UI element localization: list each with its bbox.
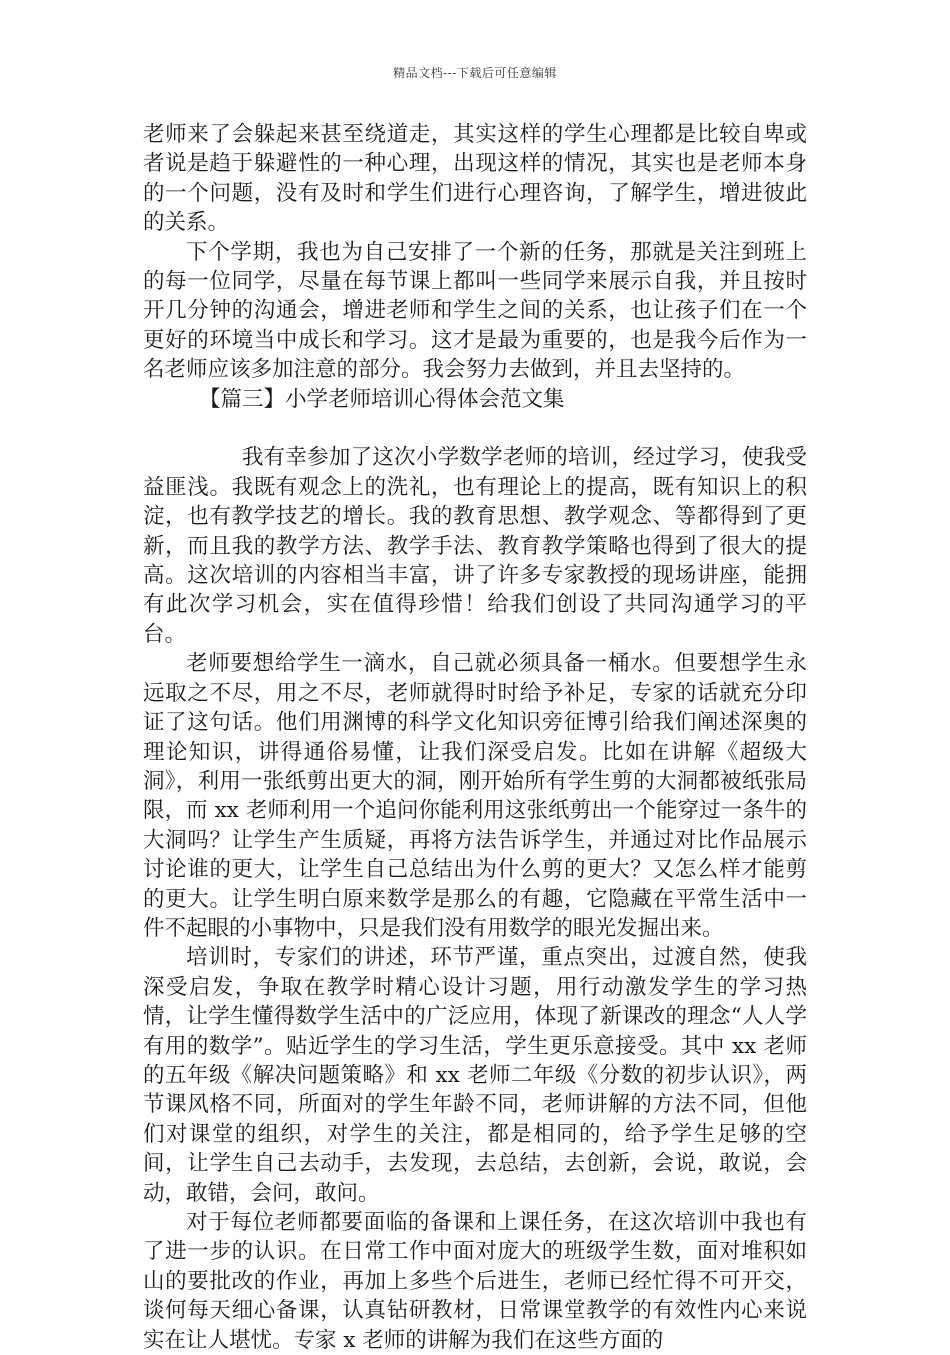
section-title: 【篇三】小学老师培训心得体会范文集 [199,386,565,412]
page-header: 精品文档---下载后可任意编辑 [393,66,557,80]
paragraph-lesson-prep: 对于每位老师都要面临的备课和上课任务，在这次培训中我也有了进一步的认识。在日常工作中面对庞大的班级学生数，面对堆积如山的要批改的作业，再加上多些个后进生，老师已经忙得不可开交，谈何每天细心备课，认真钻研教材，日常课堂教学的有效性内心来说实在让人堪忧。专家 x 老师的讲解为我们在这些方面的 [143,1210,807,1353]
paragraph-next-semester: 下个学期，我也为自己安排了一个新的任务，那就是关注到班上的每一位同学，尽量在每节课上都叫一些同学来展示自我，并且按时开几分钟的沟通会，增进老师和学生之间的关系，也让孩子们在一个更好的环境当中成长和学习。这才是最为重要的，也是我今后作为一名老师应该多加注意的部分。我会努力去做到，并且去坚持的。 [143,239,807,383]
paragraph-continuation: 老师来了会躲起来甚至绕道走，其实这样的学生心理都是比较自卑或者说是趋于躲避性的一种心理，出现这样的情况，其实也是老师本身的一个问题，没有及时和学生们进行心理咨询，了解学生，增进彼此的关系。 [143,122,807,236]
paragraph-training-intro: 我有幸参加了这次小学数学老师的培训，经过学习，使我受益匪浅。我既有观念上的洗礼，也有理论上的提高，既有知识上的积淀，也有教学技艺的增长。我的教育思想、教学观念、等都得到了更新，而且我的教学方法、教学手法、教育教学策略也得到了很大的提高。这次培训的内容相当丰富，讲了许多专家教授的现场讲座，能拥有此次学习机会，实在值得珍惜！给我们创设了共同沟通学习的平台。 [143,445,807,647]
blank-line [143,414,807,443]
paragraph-bucket-of-water: 老师要想给学生一滴水，自己就必须具备一桶水。但要想学生永远取之不尽，用之不尽，老师就得时时给予补足，专家的话就充分印证了这句话。他们用渊博的科学文化知识旁征博引给我们阐述深奥的理论知识，讲得通俗易懂，让我们深受启发。比如在讲解《超级大洞》，利用一张纸剪出更大的洞，刚开始所有学生剪的大洞都被纸张局限，而 xx 老师利用一个追问你能利用这张纸剪出一个能穿过一条牛的大洞吗？让学生产生质疑，再将方法告诉学生，并通过对比作品展示讨论谁的更大，让学生自己总结出为什么剪的更大？又怎么样才能剪的更大。让学生明白原来数学是那么的有趣，它隐藏在平常生活中一件不起眼的小事物中，只是我们没有用数学的眼光发掘出来。 [143,651,807,941]
paragraph-expert-lectures: 培训时，专家们的讲述，环节严谨，重点突出，过渡自然，使我深受启发，争取在教学时精心设计习题，用行动激发学生的学习热情，让学生懂得数学生活中的广泛应用，体现了新课改的理念“人人学有用的数学”。贴近学生的学习生活，学生更乐意接受。其中 xx 老师的五年级《解决问题策略》和 xx 老师二年级《分数的初步认识》，两节课风格不同，所面对的学生年龄不同，老师讲解的方法不同，但他们对课堂的组织，对学生的关注，都是相同的，给予学生足够的空间，让学生自己去动手，去发现，去总结，去创新，会说，敢说，会动，敢错，会问，敢问。 [143,945,807,1206]
document-body [143,120,807,1355]
